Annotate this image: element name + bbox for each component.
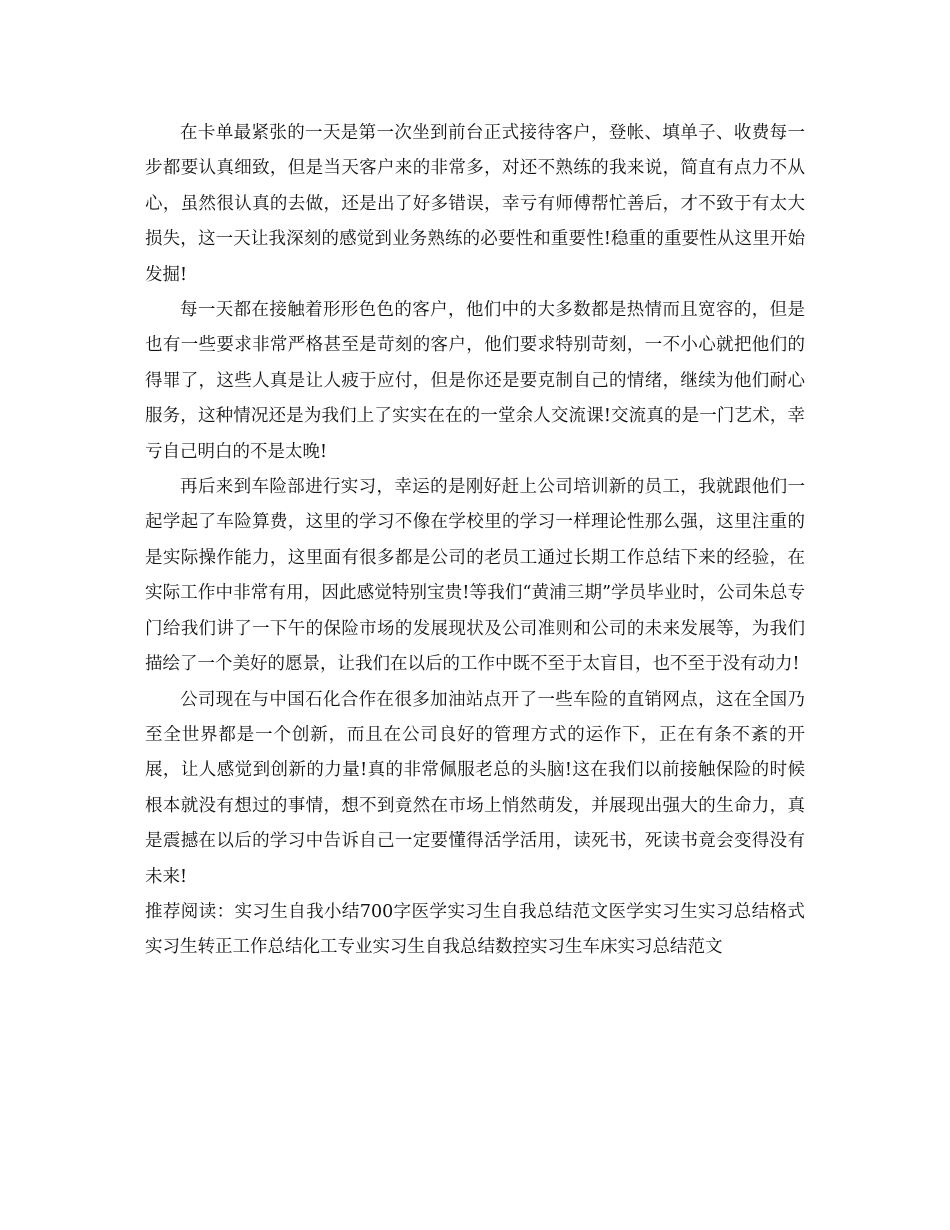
paragraph-1: 在卡单最紧张的一天是第一次坐到前台正式接待客户，登帐、填单子、收费每一步都要认真细致，但是当天客户来的非常多，对还不熟练的我来说，简直有点力不从心，虽然很认真的去做，还是出了好多错误，幸亏有师傅帮忙善后，才不致于有太大损失，这一天让我深刻的感觉到业务熟练的必要性和重要性!稳重的重要性从这里开始发掘! [145,123,805,285]
paragraph-2: 每一天都在接触着形形色色的客户，他们中的大多数都是热情而且宽容的，但是也有一些要求非常严格甚至是苛刻的客户，他们要求特别苛刻，一不小心就把他们的得罪了，这些人真是让人疲于应付，但是你还是要克制自己的情绪，继续为他们耐心服务，这种情况还是为我们上了实实在在的一堂余人交流课!交流真的是一门艺术，幸亏自己明白的不是太晚! [145,300,805,462]
recommended-reading: 推荐阅读：实习生自我小结700字医学实习生自我总结范文医学实习生实习总结格式实习生转正工作总结化工专业实习生自我总结数控实习生车床实习总结范文 [145,901,805,958]
document-body [145,116,805,966]
paragraph-4: 公司现在与中国石化合作在很多加油站点开了一些车险的直销网点，这在全国乃至全世界都是一个创新，而且在公司良好的管理方式的运作下，正在有条不紊的开展，让人感觉到创新的力量!真的非常佩服老总的头脑!这在我们以前接触保险的时候根本就没有想过的事情，想不到竟然在市场上悄然萌发，并展现出强大的生命力，真是震撼在以后的学习中告诉自己一定要懂得活学活用，读死书，死读书竟会变得没有未来! [145,689,805,887]
paragraph-3: 再后来到车险部进行实习，幸运的是刚好赶上公司培训新的员工，我就跟他们一起学起了车险算费，这里的学习不像在学校里的学习一样理论性那么强，这里注重的是实际操作能力，这里面有很多都是公司的老员工通过长期工作总结下来的经验，在实际工作中非常有用，因此感觉特别宝贵!等我们“黄浦三期”学员毕业时，公司朱总专门给我们讲了一下午的保险市场的发展现状及公司准则和公司的未来发展等，为我们描绘了一个美好的愿景，让我们在以后的工作中既不至于太盲目，也不至于没有动力! [145,477,805,675]
